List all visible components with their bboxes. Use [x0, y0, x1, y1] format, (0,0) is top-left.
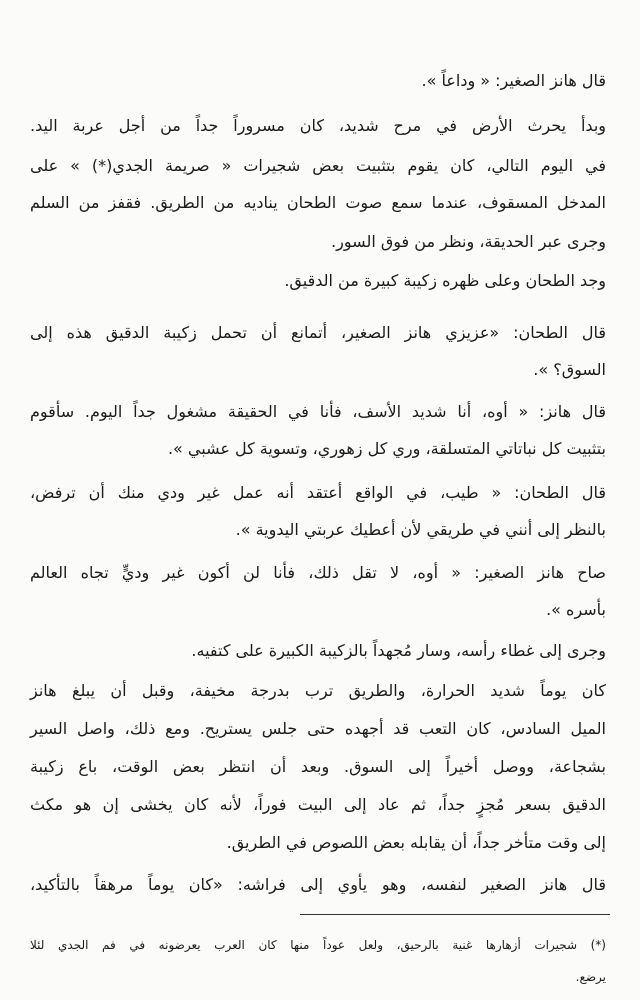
text-line: قال هانز: « أوه، أنا شديد الأسف، فأنا في الحقيقة مشغول جداً اليوم. سأقوم [30, 402, 606, 421]
text-line: كان يوماً شديد الحرارة، والطريق ترب بدرجة مخيفة، وقبل أن يبلغ هانز [30, 681, 606, 700]
text-line: بتثبيت كل نباتاتي المتسلقة، وري كل زهوري، وتسوية كل عشبي ». [167, 439, 606, 458]
text-line: إلى وقت متأخر جداً، أن يقابله بعض اللصوص في الطريق. [226, 833, 606, 852]
text-line: المدخل المسقوف، عندما سمع صوت الطحان يناديه من الطريق. فقفز من السلم [30, 193, 606, 212]
text-line: وجرى إلى غطاء رأسه، وسار مُجهداً بالزكيبة الكبيرة على كتفيه. [191, 641, 606, 660]
text-line: بأسره ». [546, 600, 606, 619]
text-line: وجد الطحان وعلى ظهره زكيبة كبيرة من الدقيق. [284, 271, 606, 290]
text-line: وجرى عبر الحديقة، ونظر من فوق السور. [331, 232, 606, 251]
footnote-line: يرضع. [575, 970, 606, 984]
text-line: صاح هانز الصغير: « أوه، لا تقل ذلك، فأنا لن أكون غير وديٍّ تجاه العالم [30, 563, 606, 582]
text-line: بشجاعة، ووصل أخيراً إلى السوق. وبعد أن انتظر بعض الوقت، باع زكيبة [30, 757, 606, 776]
footnote-divider [300, 914, 610, 915]
text-line: الميل السادس، كان التعب قد أجهده حتى جلس يستريح. ومع ذلك، واصل السير [30, 719, 606, 738]
text-line: قال الطحان: « طيب، في الواقع أعتقد أنه عمل غير ودي منك أن ترفض، [30, 483, 606, 502]
text-line: وبدأ يحرث الأرض في مرح شديد، كان مسروراً جداً من أجل عربة اليد. [30, 116, 606, 135]
text-line: بالنظر إلى أنني في طريقي لأن أعطيك عربتي اليدوية ». [235, 520, 606, 539]
footnote-line: (*) شجيرات أزهارها غنية بالرحيق، ولعل عوداً منها كان العرب يعرضونه في فم الجدي لئلا [30, 938, 606, 952]
text-line: قال الطحان: «عزيزي هانز الصغير، أتمانع أن تحمل زكيبة الدقيق هذه إلى [30, 323, 606, 342]
text-line: في اليوم التالي، كان يقوم بتثبيت بعض شجيرات « صريمة الجدي(*) » على [30, 156, 606, 175]
text-line: الدقيق بسعر مُجزٍ جداً، ثم عاد إلى البيت فوراً، لأنه كان يخشى إن هو مكث [30, 795, 606, 814]
text-line: قال هانز الصغير: « وداعاً ». [421, 71, 606, 90]
text-line: قال هانز الصغير لنفسه، وهو يأوي إلى فراشه: «كان يوماً مرهقاً بالتأكيد، [30, 875, 606, 894]
text-line: السوق؟ ». [533, 360, 606, 379]
